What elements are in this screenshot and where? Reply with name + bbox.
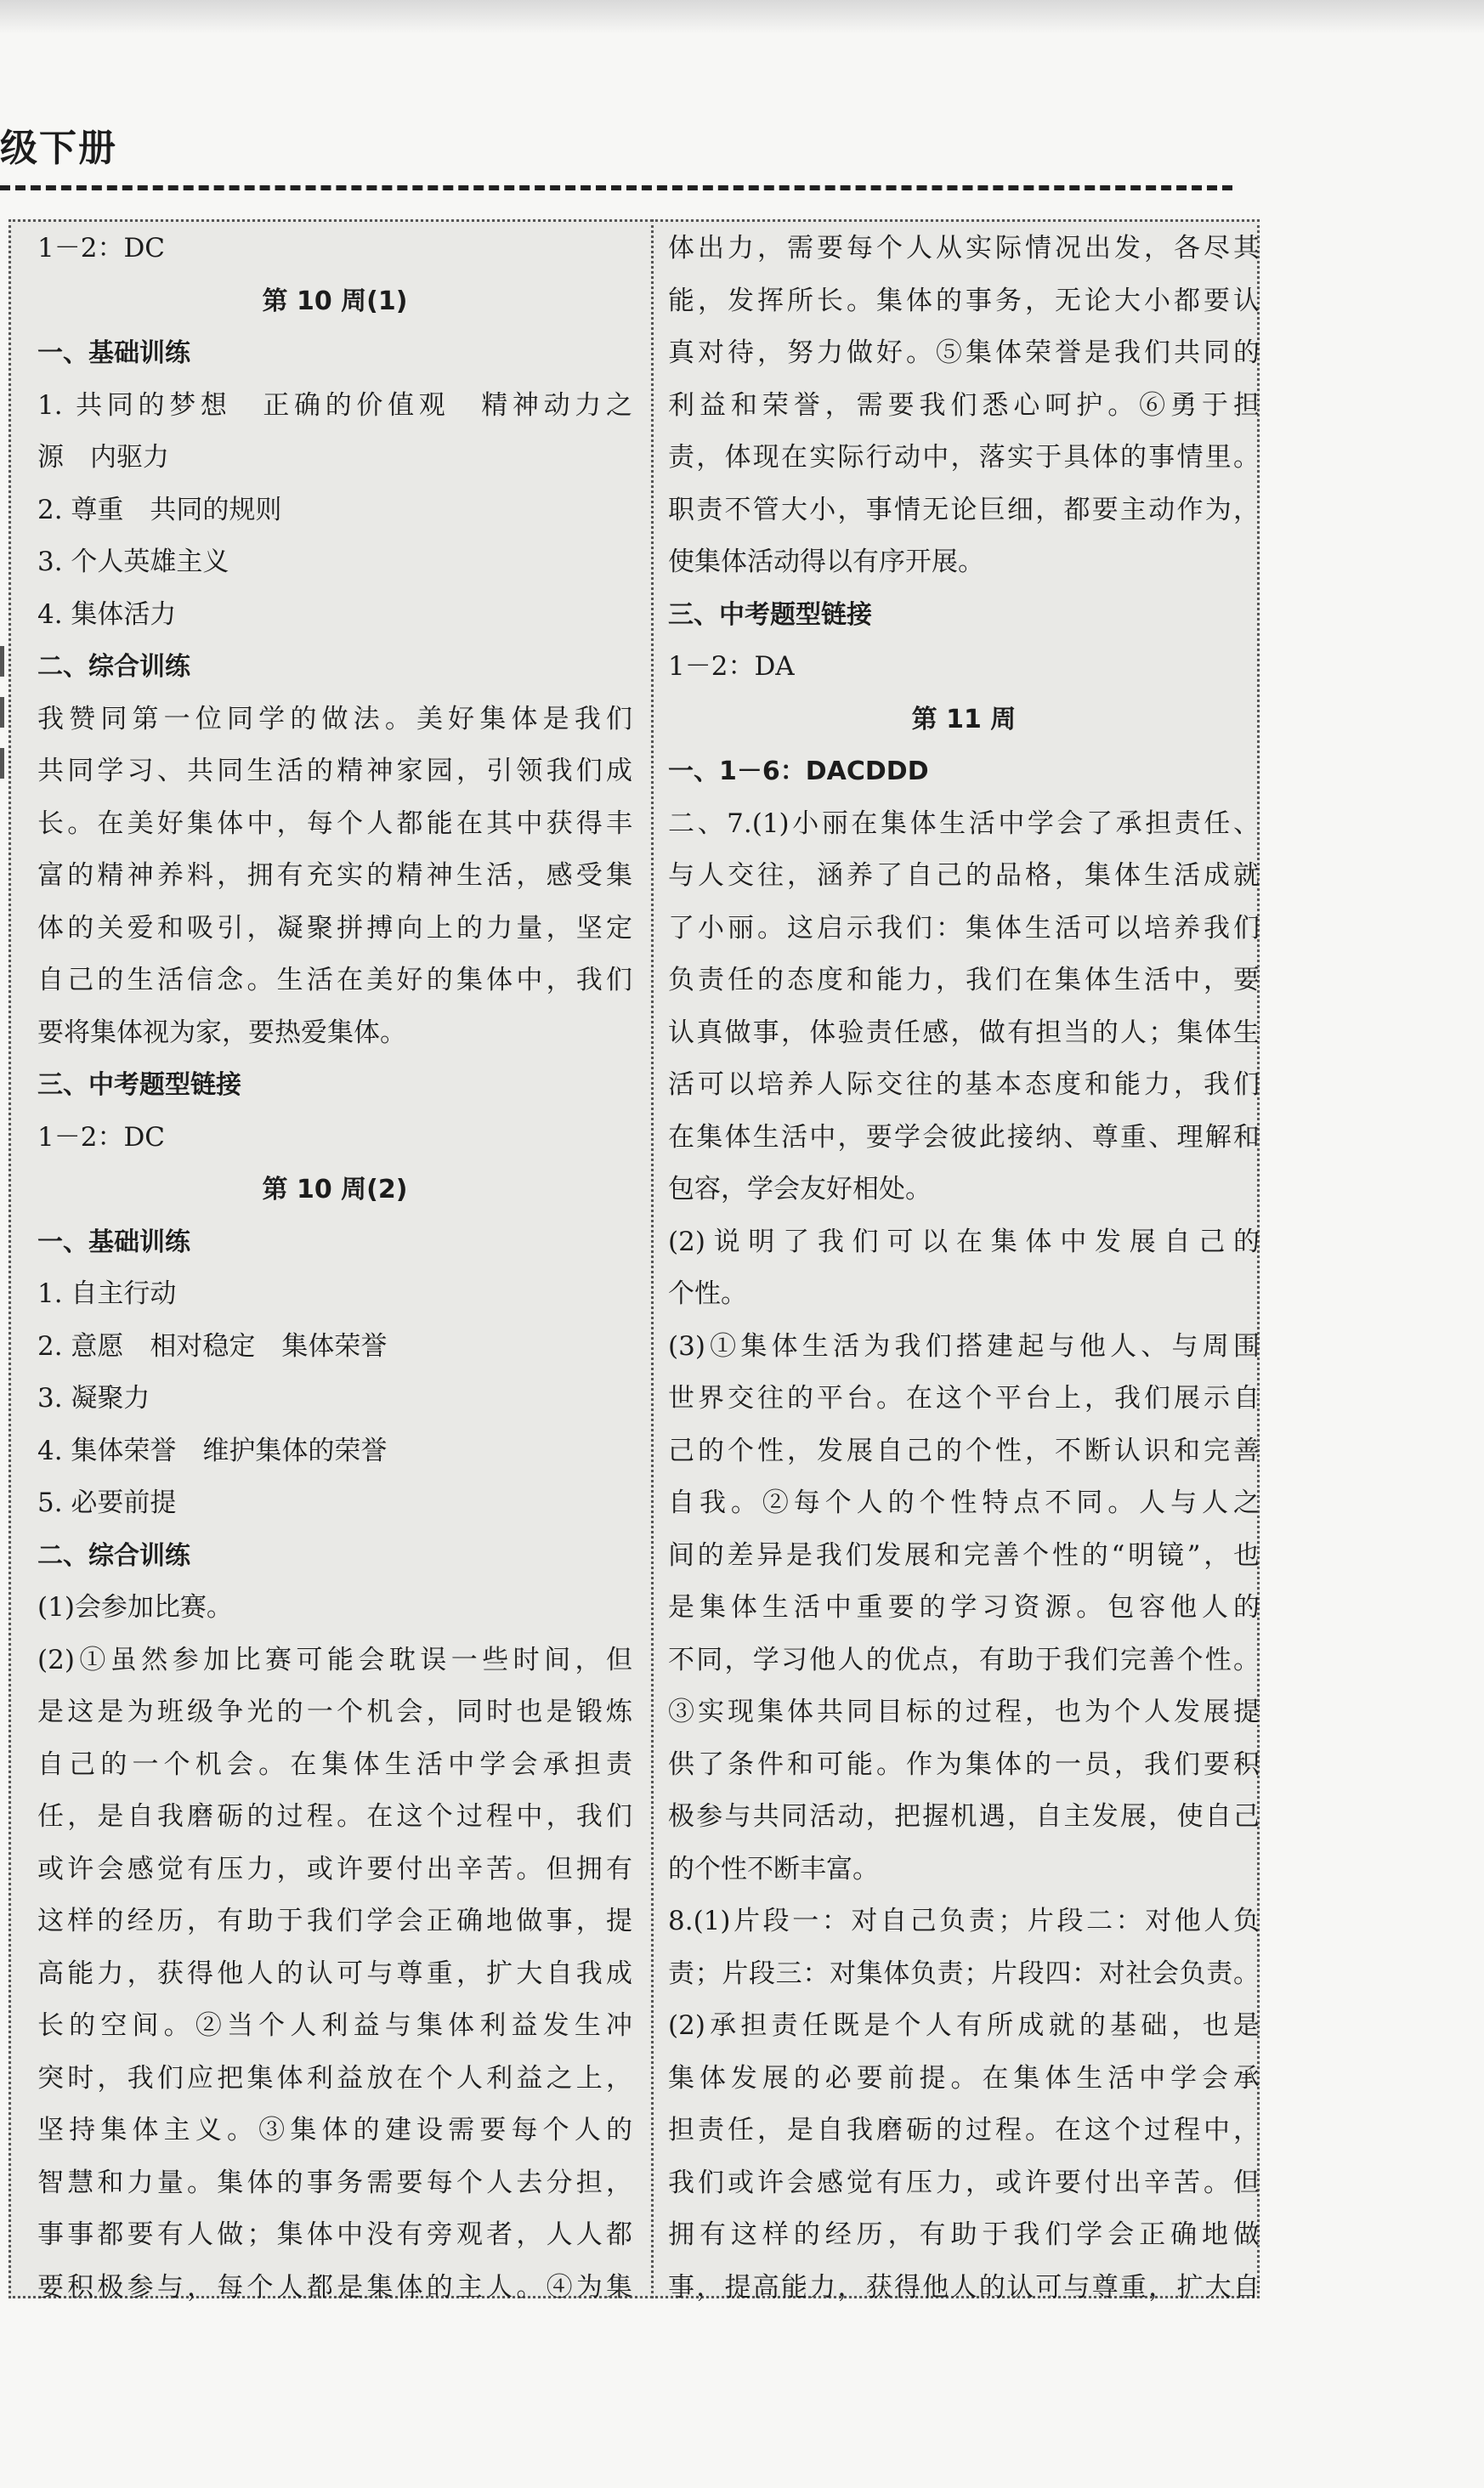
column-divider	[651, 219, 654, 2298]
answer-line: 体的关爱和吸引，凝聚拼搏向上的力量，坚定	[37, 912, 632, 944]
answer-line: 拥有这样的经历，有助于我们学会正确地做	[668, 2219, 1260, 2250]
left-edge-mark	[0, 646, 4, 677]
answer-line: 任，是自我磨砺的过程。在这个过程中，我们	[37, 1801, 632, 1832]
answer-line: 真对待，努力做好。⑤集体荣誉是我们共同的	[668, 337, 1260, 368]
week-heading: 第 10 周(2)	[262, 1175, 408, 1204]
answer-line: 坚持集体主义。③集体的建设需要每个人的	[37, 2115, 632, 2145]
answer-line: 5. 必要前提	[37, 1488, 177, 1518]
answer-line: 要积极参与，每个人都是集体的主人。④为集	[37, 2271, 632, 2303]
answer-line: 集体发展的必要前提。在集体生活中学会承	[668, 2062, 1260, 2094]
answer-line: 1－2：DC	[37, 1121, 166, 1153]
answer-line: 智慧和力量。集体的事务需要每个人去分担，	[37, 2167, 632, 2198]
left-answer-column	[37, 223, 632, 2314]
answer-line: 长。在美好集体中，每个人都能在其中获得丰	[37, 808, 632, 839]
answer-line: 共同学习、共同生活的精神家园，引领我们成	[37, 756, 632, 786]
answer-line: 4. 集体荣誉 维护集体的荣誉	[37, 1435, 388, 1466]
left-edge-mark	[0, 748, 4, 779]
answer-line: ③实现集体共同目标的过程，也为个人发展提	[668, 1697, 1260, 1727]
answer-line: 责；片段三：对集体负责；片段四：对社会负责。	[668, 1958, 1260, 1989]
answer-line: 不同，学习他人的优点，有助于我们完善个性。	[668, 1644, 1260, 1675]
section-heading: 三、中考题型链接	[37, 1070, 241, 1100]
answer-line: 1. 共同的梦想 正确的价值观 精神动力之	[37, 389, 632, 421]
answer-line: 或许会感觉有压力，或许要付出辛苦。但拥有	[37, 1853, 632, 1884]
answer-line: 体出力，需要每个人从实际情况出发，各尽其	[668, 233, 1260, 264]
answer-line: 事事都要有人做；集体中没有旁观者，人人都	[37, 2219, 632, 2250]
answer-line: 2. 意愿 相对稳定 集体荣誉	[37, 1330, 388, 1362]
left-edge-mark	[0, 697, 4, 728]
answer-line: 与人交往，涵养了自己的品格，集体生活成就	[668, 860, 1260, 891]
answer-line: 责，体现在实际行动中，落实于具体的事情里。	[668, 442, 1260, 473]
section-heading: 二、综合训练	[37, 652, 190, 682]
answer-line: (3)①集体生活为我们搭建起与他人、与周围	[668, 1330, 1260, 1362]
section-heading: 二、综合训练	[37, 1540, 190, 1571]
answer-line: 了小丽。这启示我们：集体生活可以培养我们	[668, 912, 1260, 944]
answer-line: 我赞同第一位同学的做法。美好集体是我们	[37, 703, 632, 734]
answer-line: 包容，学会友好相处。	[668, 1174, 932, 1204]
answer-line: 二、7.(1)小丽在集体生活中学会了承担责任、	[668, 808, 1260, 839]
answer-line: 是这是为班级争光的一个机会，同时也是锻炼	[37, 1697, 632, 1727]
answer-line: 3. 个人英雄主义	[37, 547, 229, 577]
answer-line: 8.(1)片段一：对自己负责；片段二：对他人负	[668, 1906, 1260, 1936]
answer-line: 能，发挥所长。集体的事务，无论大小都要认	[668, 285, 1260, 316]
answer-line: (2)①虽然参加比赛可能会耽误一些时间，但	[37, 1644, 632, 1675]
answer-line: 4. 集体活力	[37, 598, 177, 630]
right-answer-column	[668, 223, 1260, 2314]
answer-line: 这样的经历，有助于我们学会正确地做事，提	[37, 1906, 632, 1936]
answer-line: 己的个性，发展自己的个性，不断认识和完善	[668, 1435, 1260, 1466]
answer-line: 认真做事，体验责任感，做有担当的人；集体生	[668, 1017, 1260, 1048]
answer-line: 我们或许会感觉有压力，或许要付出辛苦。但	[668, 2167, 1260, 2198]
answer-line: (2)说明了我们可以在集体中发展自己的	[668, 1226, 1260, 1257]
answer-line: 1－2：DC	[37, 233, 166, 264]
section-heading: 三、中考题型链接	[668, 599, 872, 630]
answer-line: 供了条件和可能。作为集体的一员，我们要积	[668, 1748, 1260, 1780]
week-heading: 第 10 周(1)	[262, 286, 408, 316]
section-heading: 一、基础训练	[37, 338, 190, 368]
answer-line: 源 内驱力	[37, 442, 169, 473]
answer-line: (2)承担责任既是个人有所成就的基础，也是	[668, 2010, 1260, 2041]
answer-line: 使集体活动得以有序开展。	[668, 547, 984, 577]
answer-line: 富的精神养料，拥有充实的精神生活，感受集	[37, 860, 632, 891]
answer-line: 3. 凝聚力	[37, 1383, 150, 1414]
answer-line: 负责任的态度和能力，我们在集体生活中，要	[668, 965, 1260, 995]
answer-line: 自我。②每个人的个性特点不同。人与人之	[668, 1488, 1260, 1518]
answer-line: 2. 尊重 共同的规则	[37, 494, 282, 525]
answer-line: 1. 自主行动	[37, 1278, 177, 1309]
answer-line: 突时，我们应把集体利益放在个人利益之上，	[37, 2062, 632, 2094]
section-heading: 一、1－6：DACDDD	[668, 757, 929, 786]
answer-line: 个性。	[668, 1278, 747, 1309]
answer-line: 极参与共同活动，把握机遇，自主发展，使自己	[668, 1801, 1260, 1832]
answer-line: 世界交往的平台。在这个平台上，我们展示自	[668, 1383, 1260, 1414]
answer-line: 长的空间。②当个人利益与集体利益发生冲	[37, 2010, 632, 2041]
section-heading: 一、基础训练	[37, 1227, 190, 1257]
answer-line: 利益和荣誉，需要我们悉心呵护。⑥勇于担	[668, 389, 1260, 421]
page-top-shadow	[0, 0, 1484, 34]
header-dashed-rule	[0, 185, 1232, 190]
answer-line: 职责不管大小，事情无论巨细，都要主动作为，	[668, 494, 1260, 525]
answer-line: 要将集体视为家，要热爱集体。	[37, 1017, 406, 1048]
answer-line: 事，提高能力，获得他人的认可与尊重，扩大自	[668, 2271, 1260, 2303]
answer-line: 间的差异是我们发展和完善个性的“明镜”，也	[668, 1539, 1260, 1571]
answer-line: 活可以培养人际交往的基本态度和能力，我们	[668, 1069, 1260, 1100]
answer-line: 在集体生活中，要学会彼此接纳、尊重、理解和	[668, 1121, 1260, 1153]
answer-line: 担责任，是自我磨砺的过程。在这个过程中，	[668, 2115, 1260, 2145]
week-heading: 第 11 周	[911, 704, 1017, 734]
answer-line: 自己的一个机会。在集体生活中学会承担责	[37, 1748, 632, 1780]
answer-line: 是集体生活中重要的学习资源。包容他人的	[668, 1592, 1260, 1623]
answer-line: 高能力，获得他人的认可与尊重，扩大自我成	[37, 1958, 632, 1989]
answer-line: 1－2：DA	[668, 651, 795, 682]
answer-line: (1)会参加比赛。	[37, 1592, 233, 1623]
page-header-title: 级下册	[0, 127, 117, 170]
answer-line: 自己的生活信念。生活在美好的集体中，我们	[37, 965, 632, 995]
answer-line: 的个性不断丰富。	[668, 1853, 879, 1884]
